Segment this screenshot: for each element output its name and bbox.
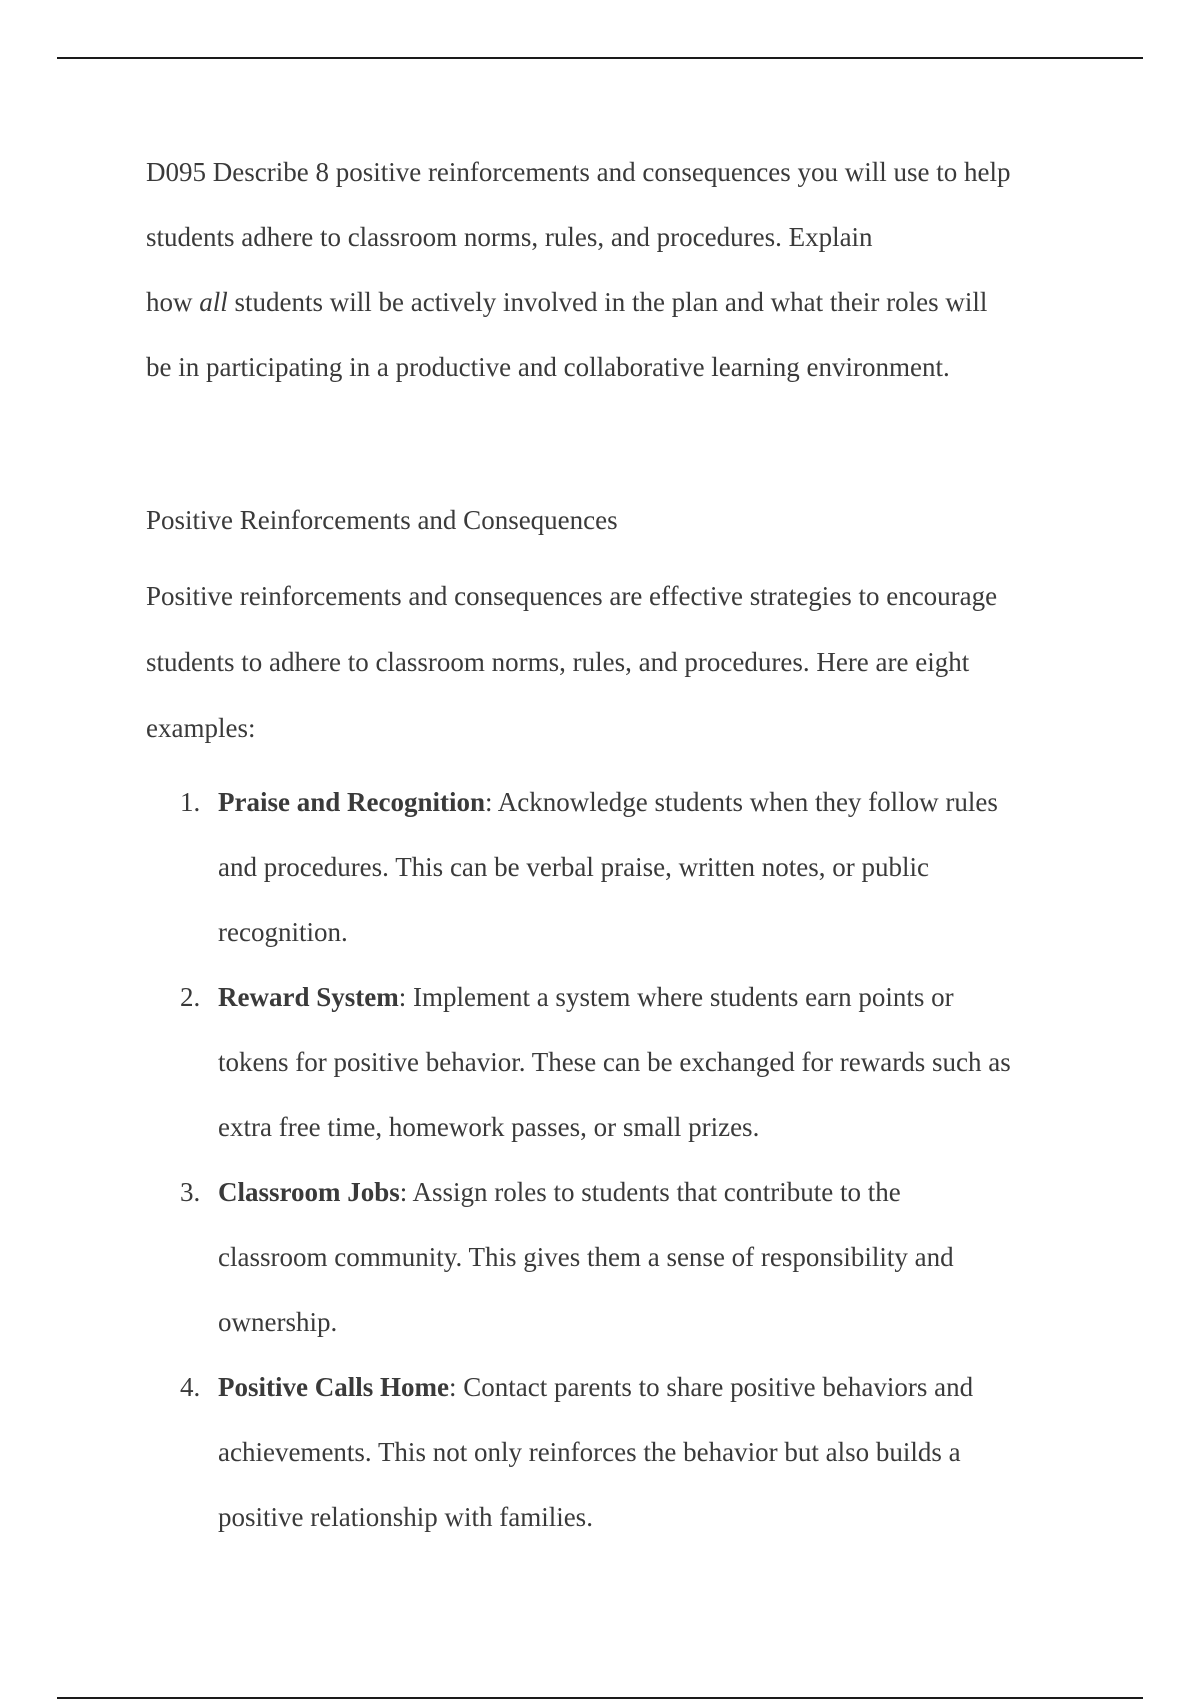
item-line: tokens for positive behavior. These can be exchanged for rewards such as	[218, 1047, 1011, 1077]
item-line: ownership.	[218, 1307, 338, 1337]
item-line	[218, 965, 1076, 1030]
prompt-emphasis: all	[199, 287, 228, 317]
bottom-rule	[57, 1697, 1143, 1699]
prompt-text: how	[146, 287, 200, 317]
list-item	[146, 965, 1076, 1160]
item-text: : Acknowledge students when they follow rules	[485, 787, 998, 817]
list-item	[146, 1160, 1076, 1355]
top-rule	[57, 57, 1143, 59]
item-line: achievements. This not only reinforces the behavior but also builds a	[218, 1437, 961, 1467]
intro-line: examples:	[146, 713, 256, 743]
item-title: Reward System	[218, 982, 399, 1012]
prompt-line: be in participating in a productive and collaborative learning environment.	[146, 352, 950, 382]
list-number: 1.	[180, 787, 201, 817]
item-line	[218, 770, 1076, 835]
item-line: positive relationship with families.	[218, 1502, 593, 1532]
item-line: and procedures. This can be verbal praise, written notes, or public	[218, 852, 930, 882]
item-line: recognition.	[218, 917, 348, 947]
item-title: Classroom Jobs	[218, 1177, 400, 1207]
section-title: Positive Reinforcements and Consequences	[146, 505, 618, 535]
intro-paragraph	[146, 563, 1076, 761]
prompt-line: students adhere to classroom norms, rules, and procedures. Explain	[146, 222, 873, 252]
list-number: 2.	[180, 982, 201, 1012]
prompt-text: students will be actively involved in the plan and what their roles will	[227, 287, 988, 317]
item-text: : Contact parents to share positive behaviors and	[448, 1372, 974, 1402]
list-item	[146, 770, 1076, 965]
examples-list	[146, 770, 1076, 1550]
intro-line: Positive reinforcements and consequences are effective strategies to encourage	[146, 581, 998, 611]
item-line: extra free time, homework passes, or small prizes.	[218, 1112, 760, 1142]
list-item	[146, 1355, 1076, 1550]
list-number: 4.	[180, 1372, 201, 1402]
document-body	[146, 140, 1076, 1532]
item-title: Praise and Recognition	[218, 787, 485, 817]
prompt-line	[146, 270, 1076, 335]
intro-line: students to adhere to classroom norms, rules, and procedures. Here are eight	[146, 647, 970, 677]
item-text: : Implement a system where students earn points or	[398, 982, 954, 1012]
list-number: 3.	[180, 1177, 201, 1207]
item-line	[218, 1355, 1076, 1420]
item-line	[218, 1160, 1076, 1225]
item-text: : Assign roles to students that contribute to the	[399, 1177, 901, 1207]
item-line: classroom community. This gives them a sense of responsibility and	[218, 1242, 954, 1272]
prompt-line: D095 Describe 8 positive reinforcements and consequences you will use to help	[146, 157, 1011, 187]
assignment-prompt	[146, 140, 1076, 400]
item-title: Positive Calls Home	[218, 1372, 449, 1402]
